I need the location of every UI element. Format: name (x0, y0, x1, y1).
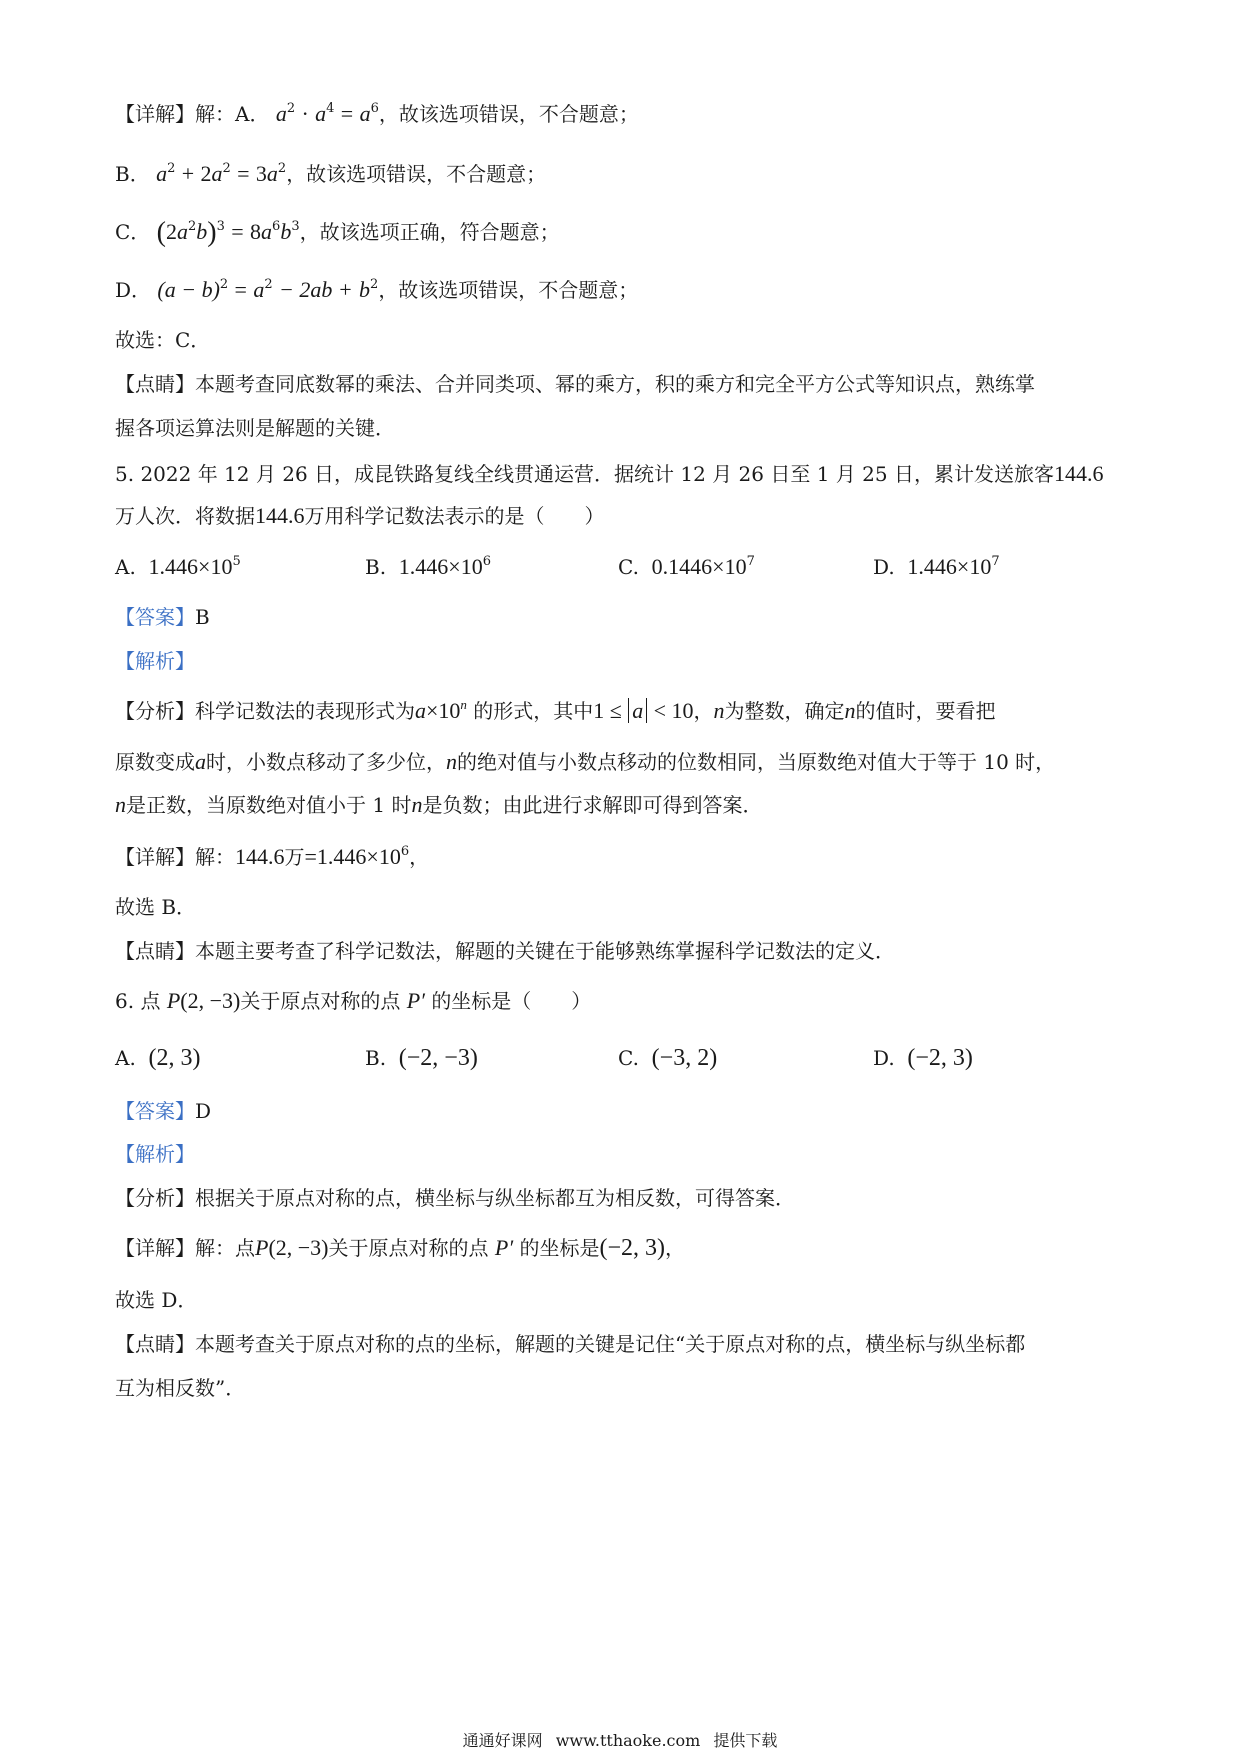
detail-text: 万 (284, 845, 305, 869)
math-exp: 2 (219, 277, 229, 292)
option-value: (−2, −3) (398, 1045, 478, 1071)
math-var: n (844, 698, 856, 723)
math-exp: 6 (272, 219, 281, 234)
q6-detail (115, 1234, 685, 1262)
math-exp: 2 (370, 277, 379, 292)
analysis-text: 为整数，确定 (724, 699, 845, 723)
option-label: D． (115, 278, 152, 302)
math-exp: 6 (370, 101, 379, 116)
math-var: a (415, 698, 426, 723)
math-num: 8 (250, 219, 262, 244)
option-label: D. (873, 1046, 895, 1070)
option-label: B． (115, 162, 150, 186)
math-abs: a (628, 698, 647, 723)
q5-option-d (873, 553, 1000, 581)
analysis-text: ， (693, 699, 714, 723)
q4-option-b-detail (115, 160, 546, 188)
answer-value: B (195, 605, 210, 629)
stem-text: 万用科学记数法表示的是（ ） (304, 504, 605, 528)
math-var: n (115, 792, 126, 817)
math-op: = (231, 219, 244, 244)
math-paren: ( (156, 217, 166, 248)
math-var: n (411, 792, 423, 817)
analysis-text: 是正数，当原数绝对值小于 1 时 (126, 793, 412, 817)
math-exp: 2 (167, 161, 176, 176)
math-num: 2 (200, 161, 212, 186)
stem-text: 的坐标是（ ） (431, 989, 592, 1013)
math-num: 144.6 (1053, 461, 1104, 486)
math-op: = (304, 844, 317, 869)
math-var: a (211, 161, 223, 186)
q6-answer (115, 1097, 211, 1125)
answer-value: D (195, 1099, 212, 1123)
q6-comment-line1: 【点睛】本题考查关于原点对称的点的坐标，解题的关键是记住“关于原点对称的点，横坐标与纵坐标都 (115, 1332, 1026, 1356)
option-label: D. (873, 555, 895, 579)
math-op: + (181, 161, 195, 186)
option-label: B. (365, 555, 387, 579)
option-value: (−2, 3) (907, 1045, 973, 1071)
math-var: b (196, 219, 208, 244)
math-op: · (301, 101, 309, 126)
q4-detail-label: 【详解】解：A． (115, 102, 270, 126)
analysis-text: 时，小数点移动了多少位， (206, 750, 446, 774)
q5-analysis-p1 (115, 697, 996, 725)
math-num: 1.446×10 (316, 844, 401, 869)
detail-text: ， (409, 845, 430, 869)
math-exp: 2 (264, 277, 273, 292)
q6-comment-line2: 互为相反数”． (115, 1376, 246, 1400)
q6-stem (115, 987, 591, 1015)
math-exp: 2 (286, 101, 296, 116)
math-var: a (359, 101, 371, 126)
option-label: C. (618, 1046, 639, 1070)
analysis-text: 【分析】科学记数法的表现形式为 (115, 699, 415, 723)
q6-analysis-label: 【解析】 (115, 1142, 195, 1166)
analysis-text: 的形式，其中 (473, 699, 594, 723)
q6-option-d (873, 1044, 973, 1072)
option-value: 1.446×10 (148, 554, 233, 579)
math-expr: < 10 (653, 698, 694, 723)
math-exp: 6 (482, 554, 491, 569)
page-footer (0, 1728, 1240, 1751)
stem-text: 5. 2022 年 12 月 26 日，成昆铁路复线全线贯通运营．据统计 12 月 26 日至 1 月 25 日，累计发送旅客 (115, 462, 1054, 486)
option-value: 1.446×10 (398, 554, 483, 579)
math-var: n (713, 698, 725, 723)
option-text: ，故该选项错误，不合题意； (378, 278, 639, 302)
q6-choice: 故选 D． (115, 1288, 198, 1312)
math-var: a (266, 161, 278, 186)
math-paren: ) (207, 217, 217, 248)
math-var: b (359, 277, 371, 302)
q5-option-c (618, 553, 755, 581)
q5-comment: 【点睛】本题主要考查了科学记数法，解题的关键在于能够熟练掌握科学记数法的定义． (115, 939, 895, 963)
analysis-text: 的绝对值与小数点移动的位数相同，当原数绝对值大于等于 10 时， (457, 750, 1056, 774)
option-label: B. (365, 1046, 387, 1070)
math-coord: (2, −3) (268, 1235, 329, 1260)
math-var: a (177, 219, 188, 244)
math-var: a (261, 219, 273, 244)
math-var: P′ (494, 1235, 514, 1260)
math-coord: (2, −3) (180, 988, 241, 1013)
math-var: P (166, 988, 181, 1013)
math-exp: 6 (400, 844, 410, 859)
q5-analysis-label: 【解析】 (115, 649, 195, 673)
option-label: A. (115, 555, 136, 579)
math-exp: 3 (291, 219, 300, 234)
analysis-text: 原数变成 (115, 750, 195, 774)
analysis-text: 的值时，要看把 (855, 699, 996, 723)
q5-stem-line2 (115, 502, 605, 530)
math-op: = (234, 277, 247, 302)
detail-text: 关于原点对称的点 (328, 1236, 489, 1260)
q6-option-c (618, 1044, 717, 1072)
option-label: C. (618, 555, 639, 579)
math-exp: n (460, 697, 467, 712)
stem-text: 万人次．将数据 (115, 504, 255, 528)
q5-analysis-p3 (115, 791, 762, 819)
math-var: n (446, 749, 457, 774)
math-exp: 7 (991, 554, 1000, 569)
detail-text: 的坐标是 (519, 1236, 600, 1260)
math-exp: 5 (232, 554, 241, 569)
math-var: P′ (406, 988, 425, 1013)
q5-option-b (365, 553, 491, 581)
math-expr: (a − b) (157, 277, 220, 302)
q6-analysis: 【分析】根据关于原点对称的点，横坐标与纵坐标都互为相反数，可得答案． (115, 1186, 795, 1210)
math-expr: − 2ab + (278, 277, 353, 302)
math-exp: 2 (222, 161, 231, 176)
math-exp: 3 (216, 219, 225, 234)
option-value: 1.446×10 (907, 554, 992, 579)
q6-option-b (365, 1044, 478, 1072)
q4-comment-line2: 握各项运算法则是解题的关键． (115, 416, 395, 440)
math-op: = (340, 101, 354, 126)
math-expr: 1 ≤ (593, 698, 622, 723)
q4-choice: 故选：C． (115, 328, 211, 352)
math-var: a (275, 101, 287, 126)
math-num: 144.6 (255, 503, 305, 528)
stem-text: 6. 点 (115, 989, 161, 1013)
q5-analysis-p2 (115, 748, 1055, 776)
footer-site-name: 通通好课网 (462, 1731, 543, 1750)
option-value: (2, 3) (148, 1045, 201, 1071)
detail-text: 【详解】解： (115, 845, 235, 869)
q6-option-a (115, 1044, 201, 1072)
math-op: = (237, 161, 250, 186)
option-value: 0.1446×10 (651, 554, 747, 579)
math-var: a (253, 277, 265, 302)
math-var: a (315, 101, 327, 126)
analysis-text: 是负数；由此进行求解即可得到答案． (422, 793, 763, 817)
math-var: b (280, 219, 292, 244)
stem-text: 关于原点对称的点 (240, 989, 401, 1013)
math-exp: 4 (326, 101, 335, 116)
math-var: P (255, 1235, 269, 1260)
q5-stem-line1 (115, 460, 1103, 488)
math-num: 144.6 (235, 844, 285, 869)
answer-label: 【答案】 (115, 1099, 195, 1123)
detail-text: ， (665, 1236, 686, 1260)
q4-comment-line1: 【点睛】本题考查同底数幂的乘法、合并同类项、幂的乘方，积的乘方和完全平方公式等知识点，熟练掌 (115, 372, 1035, 396)
option-value: (−3, 2) (651, 1045, 718, 1071)
option-text: ，故该选项错误，不合题意； (286, 162, 547, 186)
q5-choice: 故选 B． (115, 895, 197, 919)
option-label: A. (115, 1046, 136, 1070)
math-exp: 2 (277, 161, 287, 176)
math-num: 3 (255, 161, 267, 186)
option-text: ，故该选项正确，符合题意； (299, 220, 560, 244)
math-num: 2 (166, 219, 177, 244)
footer-url[interactable]: www.tthaoke.com (555, 1731, 701, 1750)
math-exp: 7 (746, 554, 755, 569)
option-label: C． (115, 220, 151, 244)
q5-detail (115, 843, 429, 871)
q5-option-a (115, 553, 241, 581)
math-coord: (−2, 3) (599, 1235, 666, 1261)
math-exp: 2 (188, 219, 197, 234)
q4-option-c-detail (115, 218, 560, 247)
math-var: a (156, 161, 168, 186)
answer-label: 【答案】 (115, 605, 195, 629)
math-num: ×10 (426, 698, 461, 723)
q4-option-a-detail (115, 100, 639, 128)
math-var: a (195, 749, 206, 774)
detail-text: 【详解】解：点 (115, 1236, 255, 1260)
q5-answer (115, 603, 210, 631)
footer-note: 提供下载 (713, 1731, 778, 1750)
q4-option-d-detail (115, 276, 638, 304)
option-text: ，故该选项错误，不合题意； (378, 102, 639, 126)
